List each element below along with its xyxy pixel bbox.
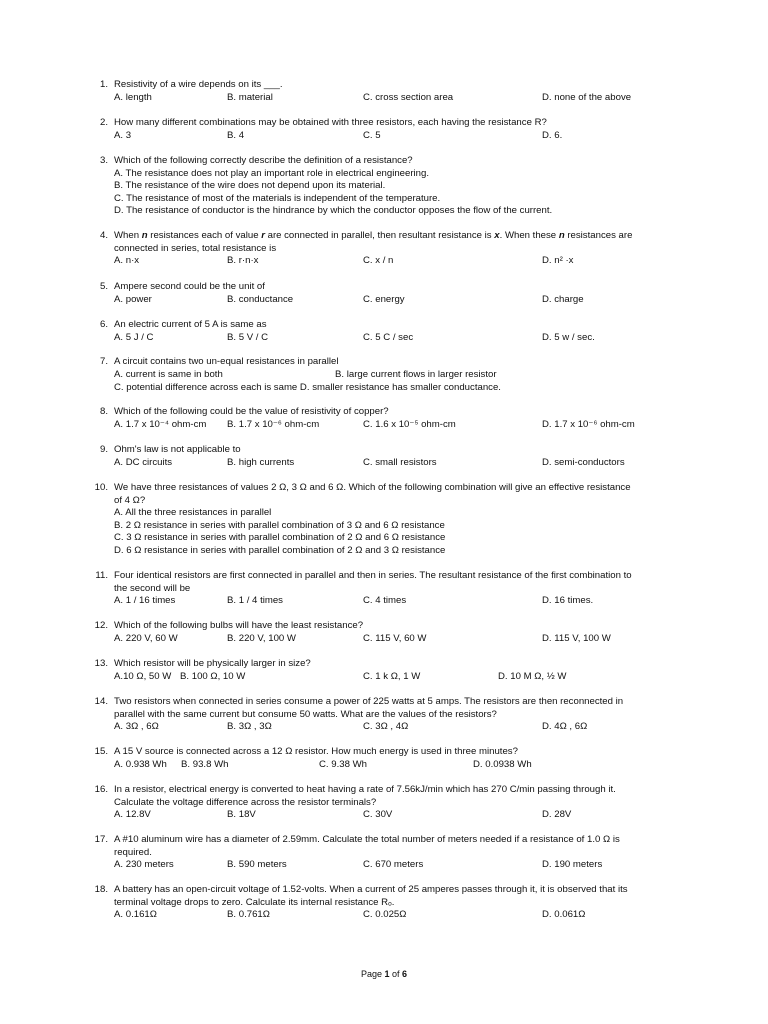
question-text: We have three resistances of values 2 Ω, 3 Ω and 6 Ω. Which of the following combination will give an effective resistance	[114, 482, 631, 493]
options-row	[114, 809, 690, 822]
option-c: C. energy	[363, 293, 405, 305]
option-b: B. 4	[227, 129, 245, 141]
option-d: D. none of the above	[542, 91, 632, 103]
option-c: C. 5 C / sec	[363, 331, 414, 343]
question-text: Resistivity of a wire depends on its ___.	[114, 79, 283, 90]
option-a: A. 1.7 x 10⁻⁴ ohm-cm	[114, 418, 207, 430]
question-text-continued: required.	[114, 846, 152, 858]
option-a: A. 3Ω , 6Ω	[114, 721, 159, 733]
option-b: B. The resistance of the wire does not depend upon its material.	[114, 180, 386, 192]
option-c: C. 4 times	[363, 595, 407, 607]
option-a: A.10 Ω, 50 W	[114, 670, 172, 682]
question-2	[90, 117, 690, 143]
text-part: are connected in parallel, then resultant resistance is	[264, 230, 495, 241]
option-a: A. 0.161Ω	[114, 909, 157, 921]
question-12	[90, 620, 690, 646]
question-text-continued: parallel with the same current but consume 50 watts. What are the values of the resistors?	[114, 708, 497, 720]
option-c: C. 3 Ω resistance in series with parallel combination of 2 Ω and 6 Ω resistance	[114, 532, 446, 544]
text-part: . When these	[499, 230, 559, 241]
option-c: C. cross section area	[363, 91, 454, 103]
question-10	[90, 482, 690, 558]
option-a: A. n·x	[114, 255, 140, 267]
text-part: resistances each of value	[147, 230, 262, 241]
options-row	[114, 909, 690, 922]
question-text: Two resistors when connected in series consume a power of 225 watts at 5 amps. The resistors are then reconnected in	[114, 696, 624, 707]
question-number: 9.	[99, 444, 108, 455]
option-b: B. 0.761Ω	[227, 909, 270, 921]
question-text: A #10 aluminum wire has a diameter of 2.59mm. Calculate the total number of meters needed if a resistance of 1.0 Ω is	[114, 834, 620, 845]
question-text-continued: terminal voltage drops to zero. Calculate its internal resistance Rₒ.	[114, 896, 395, 908]
question-18	[90, 884, 690, 922]
option-d: D. The resistance of conductor is the hindrance by which the conductor opposes the flow of the current.	[114, 205, 553, 217]
question-text: A battery has an open-circuit voltage of 1.52-volts. When a current of 25 amperes passes through it, it is observed that its	[114, 884, 628, 895]
option-d: D. 0.0938 Wh	[473, 758, 532, 770]
options-row	[114, 671, 690, 684]
option-a: A. 0.938 Wh	[114, 758, 167, 770]
option-b: B. 590 meters	[227, 859, 287, 871]
question-text: Ampere second could be the unit of	[114, 281, 265, 292]
option-d: D. 16 times.	[542, 595, 594, 607]
option-b: B. conductance	[227, 293, 294, 305]
question-8	[90, 406, 690, 432]
question-text-continued: Calculate the voltage difference across the resistor terminals?	[114, 796, 377, 808]
question-text: An electric current of 5 A is same as	[114, 319, 267, 330]
option-d: D. 28V	[542, 809, 572, 821]
option-b: B. 2 Ω resistance in series with parallel combination of 3 Ω and 6 Ω resistance	[114, 519, 445, 531]
option-d: D. charge	[542, 293, 584, 305]
question-7	[90, 356, 690, 394]
option-d: D. 115 V, 100 W	[542, 632, 611, 644]
option-d: D. 4Ω , 6Ω	[542, 721, 588, 733]
question-text: Which of the following could be the value of resistivity of copper?	[114, 406, 389, 417]
question-5	[90, 281, 690, 307]
options-row	[114, 633, 690, 646]
option-d: D. 190 meters	[542, 859, 603, 871]
option-b: B. material	[227, 91, 273, 103]
question-11	[90, 570, 690, 608]
text-part: When	[114, 230, 142, 241]
question-number: 18.	[94, 884, 108, 895]
text-part: resistances are	[564, 230, 633, 241]
question-number: 12.	[94, 620, 108, 631]
question-text: A circuit contains two un-equal resistances in parallel	[114, 356, 339, 367]
options-c-d: C. potential difference across each is same D. smaller resistance has smaller conductance.	[114, 381, 501, 393]
option-b: B. 18V	[227, 809, 256, 821]
options-row	[114, 92, 690, 105]
option-d: D. 6.	[542, 129, 563, 141]
question-number: 2.	[99, 117, 108, 128]
question-6	[90, 319, 690, 345]
option-b: B. r·n·x	[227, 255, 259, 267]
option-a: A. The resistance does not play an important role in electrical engineering.	[114, 167, 429, 179]
question-text: Ohm's law is not applicable to	[114, 444, 241, 455]
option-a: A. 12.8V	[114, 809, 151, 821]
option-c: C. The resistance of most of the materials is independent of the temperature.	[114, 192, 441, 204]
question-number: 5.	[99, 281, 108, 292]
options-row	[114, 294, 690, 307]
question-number: 17.	[94, 834, 108, 845]
option-d: D. 0.061Ω	[542, 909, 586, 921]
question-number: 16.	[94, 784, 108, 795]
option-c: C. 0.025Ω	[363, 909, 407, 921]
question-1	[90, 79, 690, 105]
options-row	[114, 130, 690, 143]
question-text: In a resistor, electrical energy is converted to heat having a rate of 7.56kJ/min which has 270 C/min passing through it.	[114, 784, 616, 795]
option-d: D. 5 w / sec.	[542, 331, 595, 343]
options-row	[114, 369, 690, 382]
option-a: A. 5 J / C	[114, 331, 154, 343]
option-c: C. 670 meters	[363, 859, 424, 871]
page-current: 1	[384, 969, 390, 979]
option-b: B. large current flows in larger resistor	[335, 368, 497, 380]
option-c: C. 5	[363, 129, 381, 141]
question-number: 8.	[99, 406, 108, 417]
option-b: B. 1.7 x 10⁻⁶ ohm-cm	[227, 418, 320, 430]
option-a: A. 220 V, 60 W	[114, 632, 178, 644]
option-a: A. current is same in both	[114, 368, 223, 380]
option-a: A. DC circuits	[114, 456, 173, 468]
variable-n: n	[558, 230, 565, 241]
option-c: C. 3Ω , 4Ω	[363, 721, 409, 733]
question-number: 3.	[99, 155, 108, 166]
question-number: 14.	[94, 696, 108, 707]
question-text-continued: the second will be	[114, 582, 191, 594]
question-4	[90, 230, 690, 268]
option-b: B. 1 / 4 times	[227, 595, 283, 607]
question-text-continued: connected in series, total resistance is	[114, 242, 277, 254]
page-label: Page	[360, 969, 385, 979]
options-row	[114, 595, 690, 608]
options-row	[114, 859, 690, 872]
question-15	[90, 746, 690, 772]
question-17	[90, 834, 690, 872]
options-row	[114, 332, 690, 345]
option-c: C. 1 k Ω, 1 W	[363, 670, 421, 682]
question-14	[90, 696, 690, 734]
option-b: B. 5 V / C	[227, 331, 269, 343]
option-d: D. semi-conductors	[542, 456, 625, 468]
question-text: Four identical resistors are first connected in parallel and then in series. The resultant resistance of the first combination to	[114, 570, 632, 581]
option-b: B. 93.8 Wh	[181, 758, 229, 770]
option-c: C. 9.38 Wh	[319, 758, 367, 770]
option-a: A. All the three resistances in parallel	[114, 507, 272, 519]
option-c: C. 115 V, 60 W	[363, 632, 427, 644]
page-footer	[0, 968, 768, 981]
question-3	[90, 155, 690, 218]
question-number: 13.	[94, 658, 108, 669]
question-13	[90, 658, 690, 684]
option-c: C. 30V	[363, 809, 393, 821]
option-c: C. 1.6 x 10⁻⁵ ohm-cm	[363, 418, 456, 430]
question-9	[90, 444, 690, 470]
question-number: 1.	[99, 79, 108, 90]
option-a: A. 1 / 16 times	[114, 595, 176, 607]
options-row	[114, 759, 690, 772]
page-of: of	[389, 969, 403, 979]
question-number: 7.	[99, 356, 108, 367]
option-d: D. n² ·x	[542, 255, 574, 267]
variable-n: n	[141, 230, 148, 241]
variable-r: r	[261, 230, 265, 241]
question-number: 15.	[94, 746, 108, 757]
options-row	[114, 457, 690, 470]
option-d: D. 10 M Ω, ½ W	[498, 670, 567, 682]
question-text: Which resistor will be physically larger in size?	[114, 658, 311, 669]
variable-x: x	[494, 230, 500, 241]
question-number: 4.	[99, 230, 108, 241]
option-a: A. length	[114, 91, 152, 103]
option-b: B. high currents	[227, 456, 295, 468]
option-d: D. 6 Ω resistance in series with parallel combination of 2 Ω and 3 Ω resistance	[114, 544, 446, 556]
options-row	[114, 255, 690, 268]
question-text: Which of the following correctly describe the definition of a resistance?	[114, 155, 413, 166]
question-text: How many different combinations may be obtained with three resistors, each having the resistance R?	[114, 117, 547, 128]
option-a: A. 3	[114, 129, 132, 141]
option-b: B. 100 Ω, 10 W	[180, 670, 246, 682]
option-b: B. 3Ω , 3Ω	[227, 721, 272, 733]
question-text: Which of the following bulbs will have the least resistance?	[114, 620, 364, 631]
question-number: 11.	[95, 570, 108, 581]
option-d: D. 1.7 x 10⁻⁶ ohm-cm	[542, 418, 635, 430]
page-total: 6	[402, 969, 408, 979]
question-number: 6.	[99, 319, 108, 330]
question-text	[114, 230, 690, 243]
option-b: B. 220 V, 100 W	[227, 632, 296, 644]
option-c: C. small resistors	[363, 456, 437, 468]
options-row	[114, 419, 690, 432]
question-16	[90, 784, 690, 822]
option-a: A. 230 meters	[114, 859, 174, 871]
question-text: A 15 V source is connected across a 12 Ω resistor. How much energy is used in three minutes?	[114, 746, 518, 757]
option-c: C. x / n	[363, 255, 394, 267]
question-number: 10.	[94, 482, 108, 493]
question-text-continued: of 4 Ω?	[114, 494, 146, 506]
option-a: A. power	[114, 293, 152, 305]
options-row	[114, 721, 690, 734]
